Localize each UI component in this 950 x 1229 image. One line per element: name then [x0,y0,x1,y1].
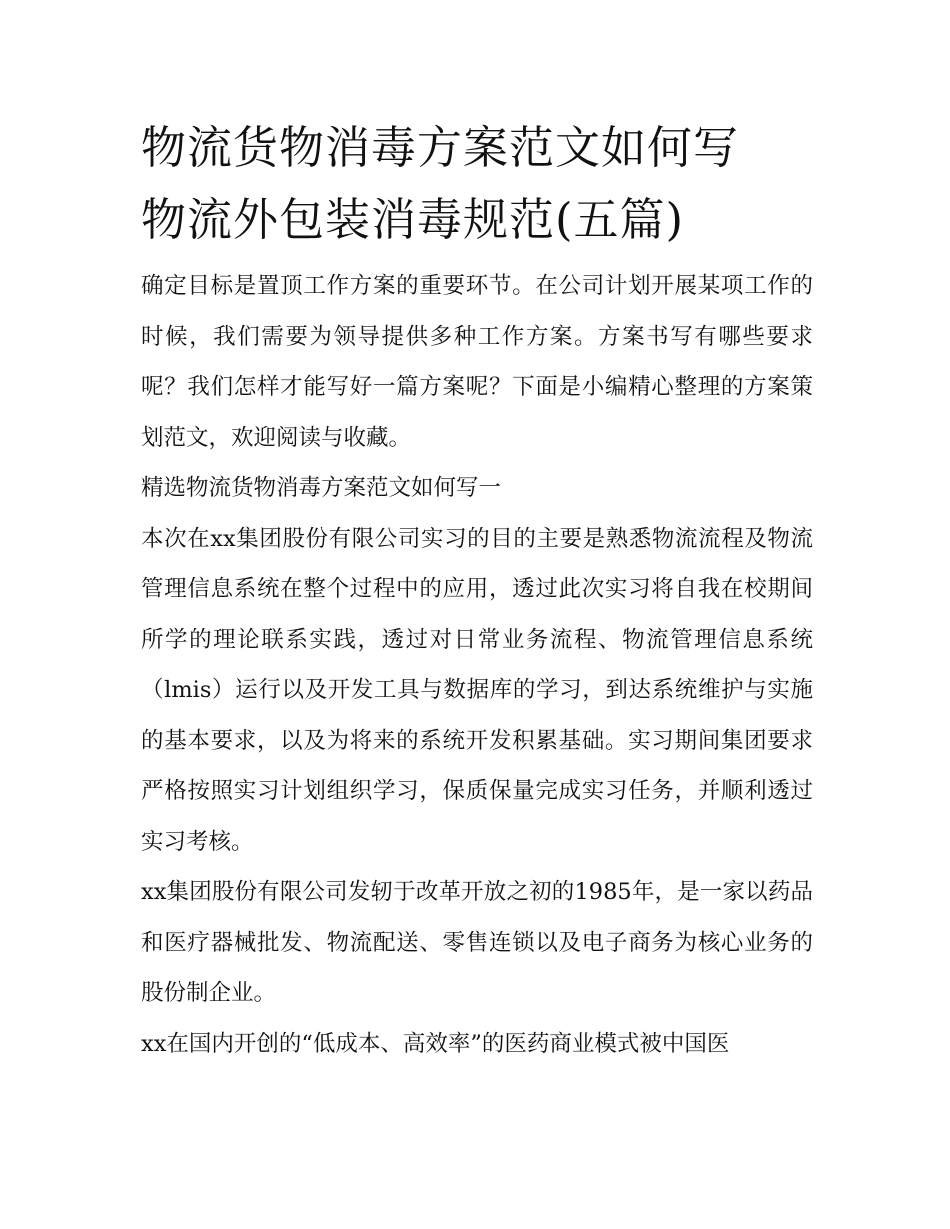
body-paragraph-company-intro: xx集团股份有限公司发轫于改革开放之初的1985年，是一家以药品和医疗器械批发、物流配送、零售连锁以及电子商务为核心业务的股份制企业。 [141,879,813,1006]
section-heading: 精选物流货物消毒方案范文如何写一 [141,475,502,501]
body-paragraph-business-model: xx在国内开创的“低成本、高效率”的医药商业模式被中国医 [141,1030,730,1057]
document-title [141,112,813,256]
document-body [141,112,813,1069]
body-paragraph-internship-purpose: 本次在xx集团股份有限公司实习的目的主要是熟悉物流流程及物流管理信息系统在整个过程中的应用，透过此次实习将自我在校期间所学的理论联系实践，透过对日常业务流程、物流管理信息系统（lmis）运行以及开发工具与数据库的学习，到达系统维护与实施的基本要求，以及为将来的系统开发积累基础。实习期间集团要求严格按照实习计划组织学习，保质保量完成实习任务，并顺利透过实习考核。 [141,525,813,855]
title-line-1: 物流货物消毒方案范文如何写 [141,121,740,174]
title-line-2: 物流外包装消毒规范(五篇) [141,193,685,246]
intro-paragraph: 确定目标是置顶工作方案的重要环节。在公司计划开展某项工作的时候，我们需要为领导提供多种工作方案。方案书写有哪些要求呢？我们怎样才能写好一篇方案呢？下面是小编精心整理的方案策划范文，欢迎阅读与收藏。 [141,273,813,451]
